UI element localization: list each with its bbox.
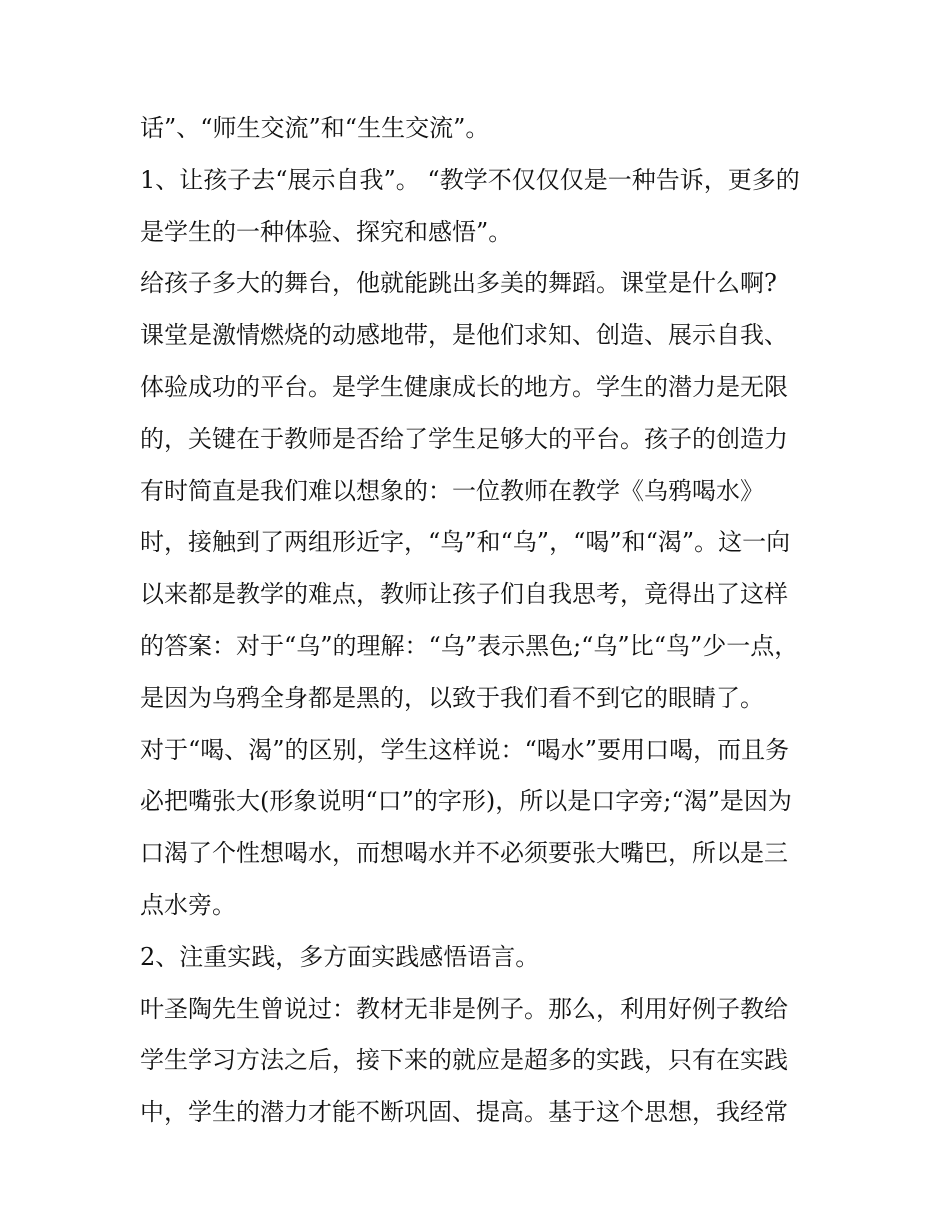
text-line: 口渴了个性想喝水，而想喝水并不必须要张大嘴巴，所以是三 — [140, 839, 788, 868]
text-line: 话”、“师生交流”和“生生交流”。 — [140, 114, 490, 142]
text-line: 有时简直是我们难以想象的：一位教师在教学《乌鸦喝水》 — [140, 476, 764, 505]
text-line: 的，关键在于教师是否给了学生足够大的平台。孩子的创造力 — [140, 424, 788, 453]
text-line: 体验成功的平台。是学生健康成长的地方。学生的潜力是无限 — [140, 372, 788, 401]
text-line: 中，学生的潜力才能不断巩固、提高。基于这个思想，我经常 — [140, 1098, 788, 1127]
text-line: 点水旁。 — [140, 890, 236, 919]
body-text — [140, 103, 830, 1139]
text-line: 给孩子多大的舞台，他就能跳出多美的舞蹈。课堂是什么啊? — [140, 269, 777, 298]
text-line: 叶圣陶先生曾说过：教材无非是例子。那么，利用好例子教给 — [140, 994, 788, 1023]
text-line: 以来都是教学的难点，教师让孩子们自我思考，竟得出了这样 — [140, 580, 788, 609]
text-line: 1、让孩子去“展示自我”。 “教学不仅仅仅是一种告诉，更多的 — [140, 165, 800, 194]
text-line: 的答案：对于“乌”的理解：“乌”表示黑色;“乌”比“鸟”少一点， — [140, 631, 799, 660]
text-line: 是学生的一种体验、探究和感悟”。 — [140, 217, 513, 246]
text-line: 学生学习方法之后，接下来的就应是超多的实践，只有在实践 — [140, 1046, 788, 1075]
text-line: 必把嘴张大(形象说明“口”的字形)，所以是口字旁;“渴”是因为 — [140, 787, 792, 816]
text-line: 2、注重实践，多方面实践感悟语言。 — [140, 942, 540, 971]
text-line: 课堂是激情燃烧的动感地带，是他们求知、创造、展示自我、 — [140, 321, 788, 350]
text-line: 是因为乌鸦全身都是黑的，以致于我们看不到它的眼睛了。 — [140, 683, 764, 712]
text-line: 对于“喝、渴”的区别，学生这样说：“喝水”要用口喝，而且务 — [140, 735, 790, 764]
text-line: 时，接触到了两组形近字，“鸟”和“乌”，“喝”和“渴”。这一向 — [140, 528, 791, 557]
